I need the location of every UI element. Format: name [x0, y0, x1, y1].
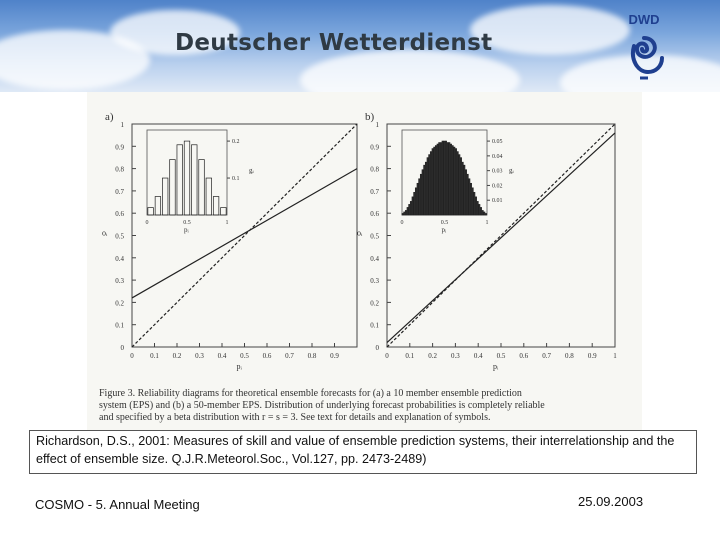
- y-tick-label: 0.1: [370, 321, 379, 330]
- x-tick-label: 0.4: [217, 352, 227, 360]
- inset-bar: [462, 162, 463, 215]
- inset-bar: [465, 170, 466, 215]
- inset-bar: [440, 143, 441, 215]
- inset-bar: [457, 152, 458, 215]
- header-banner: [0, 0, 720, 92]
- x-tick-label: 0.1: [405, 352, 415, 360]
- inset-bar: [467, 174, 468, 215]
- panel-a: [102, 111, 357, 371]
- cloud-decoration: [470, 5, 630, 55]
- x-axis-label: pᵢ: [493, 362, 499, 371]
- inset-bar: [455, 149, 456, 215]
- footer-date: 25.09.2003: [578, 494, 644, 509]
- inset-bar: [475, 197, 476, 215]
- x-tick-label: 0.9: [587, 352, 597, 360]
- y-tick-label: 0.4: [370, 254, 379, 263]
- inset-bar: [430, 152, 431, 215]
- logo-text: DWD: [628, 12, 660, 27]
- inset-bar: [474, 192, 475, 215]
- inset-bar: [472, 188, 473, 215]
- inset-bar: [419, 179, 420, 215]
- y-tick-label: 0: [120, 344, 124, 352]
- y-tick-label: 0.3: [370, 277, 379, 286]
- x-tick-label: 0.5: [496, 352, 506, 360]
- inset-bar: [450, 144, 451, 215]
- inset-bar: [422, 170, 423, 215]
- inset-x-tick-label: 0.5: [183, 220, 191, 226]
- inset-x-tick-label: 0: [400, 220, 404, 226]
- inset-bar: [470, 183, 471, 215]
- inset-bar: [414, 192, 415, 215]
- x-tick-label: 0.2: [172, 352, 182, 360]
- inset-y-tick-label: 0.04: [492, 153, 503, 160]
- y-tick-label: 0: [375, 344, 379, 352]
- inset-x-axis-label: pᵢ: [184, 226, 189, 234]
- inset-bar: [432, 149, 433, 215]
- inset-bar: [439, 143, 440, 215]
- inset-bar: [420, 174, 421, 215]
- x-tick-label: 0.1: [150, 352, 159, 360]
- y-tick-label: 1: [375, 121, 379, 129]
- inset-x-tick-label: 1: [225, 220, 229, 226]
- x-tick-label: 0.5: [240, 352, 249, 360]
- scanned-figure: [87, 92, 642, 437]
- panel-label: a): [105, 111, 114, 123]
- x-tick-label: 0.6: [519, 352, 529, 360]
- inset-bar: [460, 158, 461, 215]
- inset-bar: [424, 165, 425, 215]
- y-axis-label: oᵢ: [357, 228, 363, 238]
- y-tick-label: 0.7: [370, 187, 379, 196]
- inset-bar: [469, 179, 470, 215]
- inset-bar: [482, 210, 483, 215]
- y-tick-label: 0.7: [115, 187, 124, 196]
- x-tick-label: 0: [385, 352, 389, 360]
- inset-y-tick-label: 0.01: [492, 198, 503, 205]
- y-tick-label: 0.1: [115, 321, 124, 330]
- y-tick-label: 0.2: [370, 299, 379, 308]
- x-tick-label: 0.8: [307, 352, 317, 360]
- inset-bar: [402, 213, 403, 215]
- y-tick-label: 0.9: [115, 143, 124, 152]
- x-tick-label: 0.6: [262, 352, 272, 360]
- inset-frame: [147, 130, 227, 215]
- inset-bar: [444, 141, 445, 215]
- reliability-diagrams: [87, 92, 642, 437]
- inset-bar: [407, 207, 408, 215]
- x-tick-label: 0.4: [473, 352, 483, 360]
- inset-x-tick-label: 0.5: [440, 220, 449, 226]
- figure-caption-line: system (EPS) and (b) a 50-member EPS. Distribution of underlying forecast probabilities is completely reliable: [99, 400, 545, 411]
- panel-label: b): [365, 111, 375, 123]
- inset-bar: [480, 207, 481, 215]
- x-tick-label: 0.3: [195, 352, 204, 360]
- cloud-decoration: [300, 50, 520, 92]
- inset-bar: [479, 204, 480, 215]
- inset-y-axis-label: gᵢ: [509, 166, 514, 175]
- footer-meeting: COSMO - 5. Annual Meeting: [35, 497, 200, 512]
- x-tick-label: 0.3: [451, 352, 460, 360]
- inset-bar: [447, 143, 448, 215]
- inset-bar: [415, 188, 416, 215]
- y-tick-label: 0.8: [370, 165, 379, 174]
- y-axis-label: oᵢ: [102, 228, 108, 238]
- citation-text: Richardson, D.S., 2001: Measures of skill and value of ensemble prediction systems, their interrelationship and the effect of ensemble size. Q.J.R.Meteorol.Soc., Vol.127, pp. 2473-2489): [36, 434, 675, 466]
- inset-bar: [425, 162, 426, 215]
- x-tick-label: 0.2: [428, 352, 437, 360]
- header-title: Deutscher Wetterdienst: [175, 30, 493, 56]
- inset-bar: [412, 197, 413, 215]
- inset-bar: [454, 147, 455, 215]
- y-tick-label: 0.5: [115, 232, 124, 241]
- inset-bar: [405, 210, 406, 215]
- citation-box: [29, 430, 697, 474]
- x-axis-label: pᵢ: [236, 362, 242, 371]
- inset-bar: [449, 143, 450, 215]
- inset-bar: [459, 155, 460, 215]
- inset-bar: [477, 201, 478, 215]
- inset-bar: [464, 165, 465, 215]
- x-tick-label: 0.7: [285, 352, 294, 360]
- y-tick-label: 0.2: [115, 299, 124, 308]
- figure-caption-line: and specified by a beta distribution with r = s = 3. See text for details and explanation of symbols.: [99, 412, 491, 423]
- y-tick-label: 0.8: [115, 165, 124, 174]
- y-tick-label: 0.6: [370, 210, 379, 219]
- x-tick-label: 0.7: [542, 352, 551, 360]
- inset-bar: [484, 212, 485, 215]
- x-tick-label: 0.8: [565, 352, 574, 360]
- inset-bar: [442, 141, 443, 215]
- dwd-logo-icon: [620, 8, 668, 86]
- figure-caption-line: Figure 3. Reliability diagrams for theoretical ensemble forecasts for (a) a 10 member ensemble prediction: [99, 388, 522, 399]
- y-tick-label: 0.5: [370, 232, 379, 241]
- y-tick-label: 0.9: [370, 143, 379, 152]
- inset-bar: [427, 158, 428, 215]
- inset-bar: [485, 213, 486, 215]
- inset-x-tick-label: 0: [145, 220, 149, 226]
- inset-bar: [445, 141, 446, 215]
- panel-b: [357, 111, 617, 371]
- inset-bar: [437, 144, 438, 215]
- inset-bar: [417, 183, 418, 215]
- x-tick-label: 0.9: [330, 352, 339, 360]
- x-tick-label: 0: [130, 352, 134, 360]
- inset-bar: [435, 146, 436, 215]
- inset-y-tick-label: 0.1: [232, 176, 240, 183]
- inset-y-axis-label: gᵢ: [249, 166, 254, 175]
- inset-y-tick-label: 0.03: [492, 168, 503, 175]
- inset-bar: [409, 204, 410, 215]
- inset-y-tick-label: 0.02: [492, 183, 503, 190]
- inset-y-tick-label: 0.2: [232, 139, 240, 146]
- inset-bar: [404, 212, 405, 215]
- inset-bar: [452, 146, 453, 215]
- y-tick-label: 0.3: [115, 277, 124, 286]
- inset-x-axis-label: pᵢ: [441, 226, 447, 234]
- y-tick-label: 0.4: [115, 254, 124, 263]
- y-tick-label: 0.6: [115, 210, 124, 219]
- inset-bar: [429, 155, 430, 215]
- x-tick-label: 1: [613, 352, 617, 360]
- inset-y-tick-label: 0.05: [492, 139, 503, 146]
- y-tick-label: 1: [120, 121, 124, 129]
- inset-bar: [434, 147, 435, 215]
- inset-bar: [410, 201, 411, 215]
- inset-x-tick-label: 1: [485, 220, 489, 226]
